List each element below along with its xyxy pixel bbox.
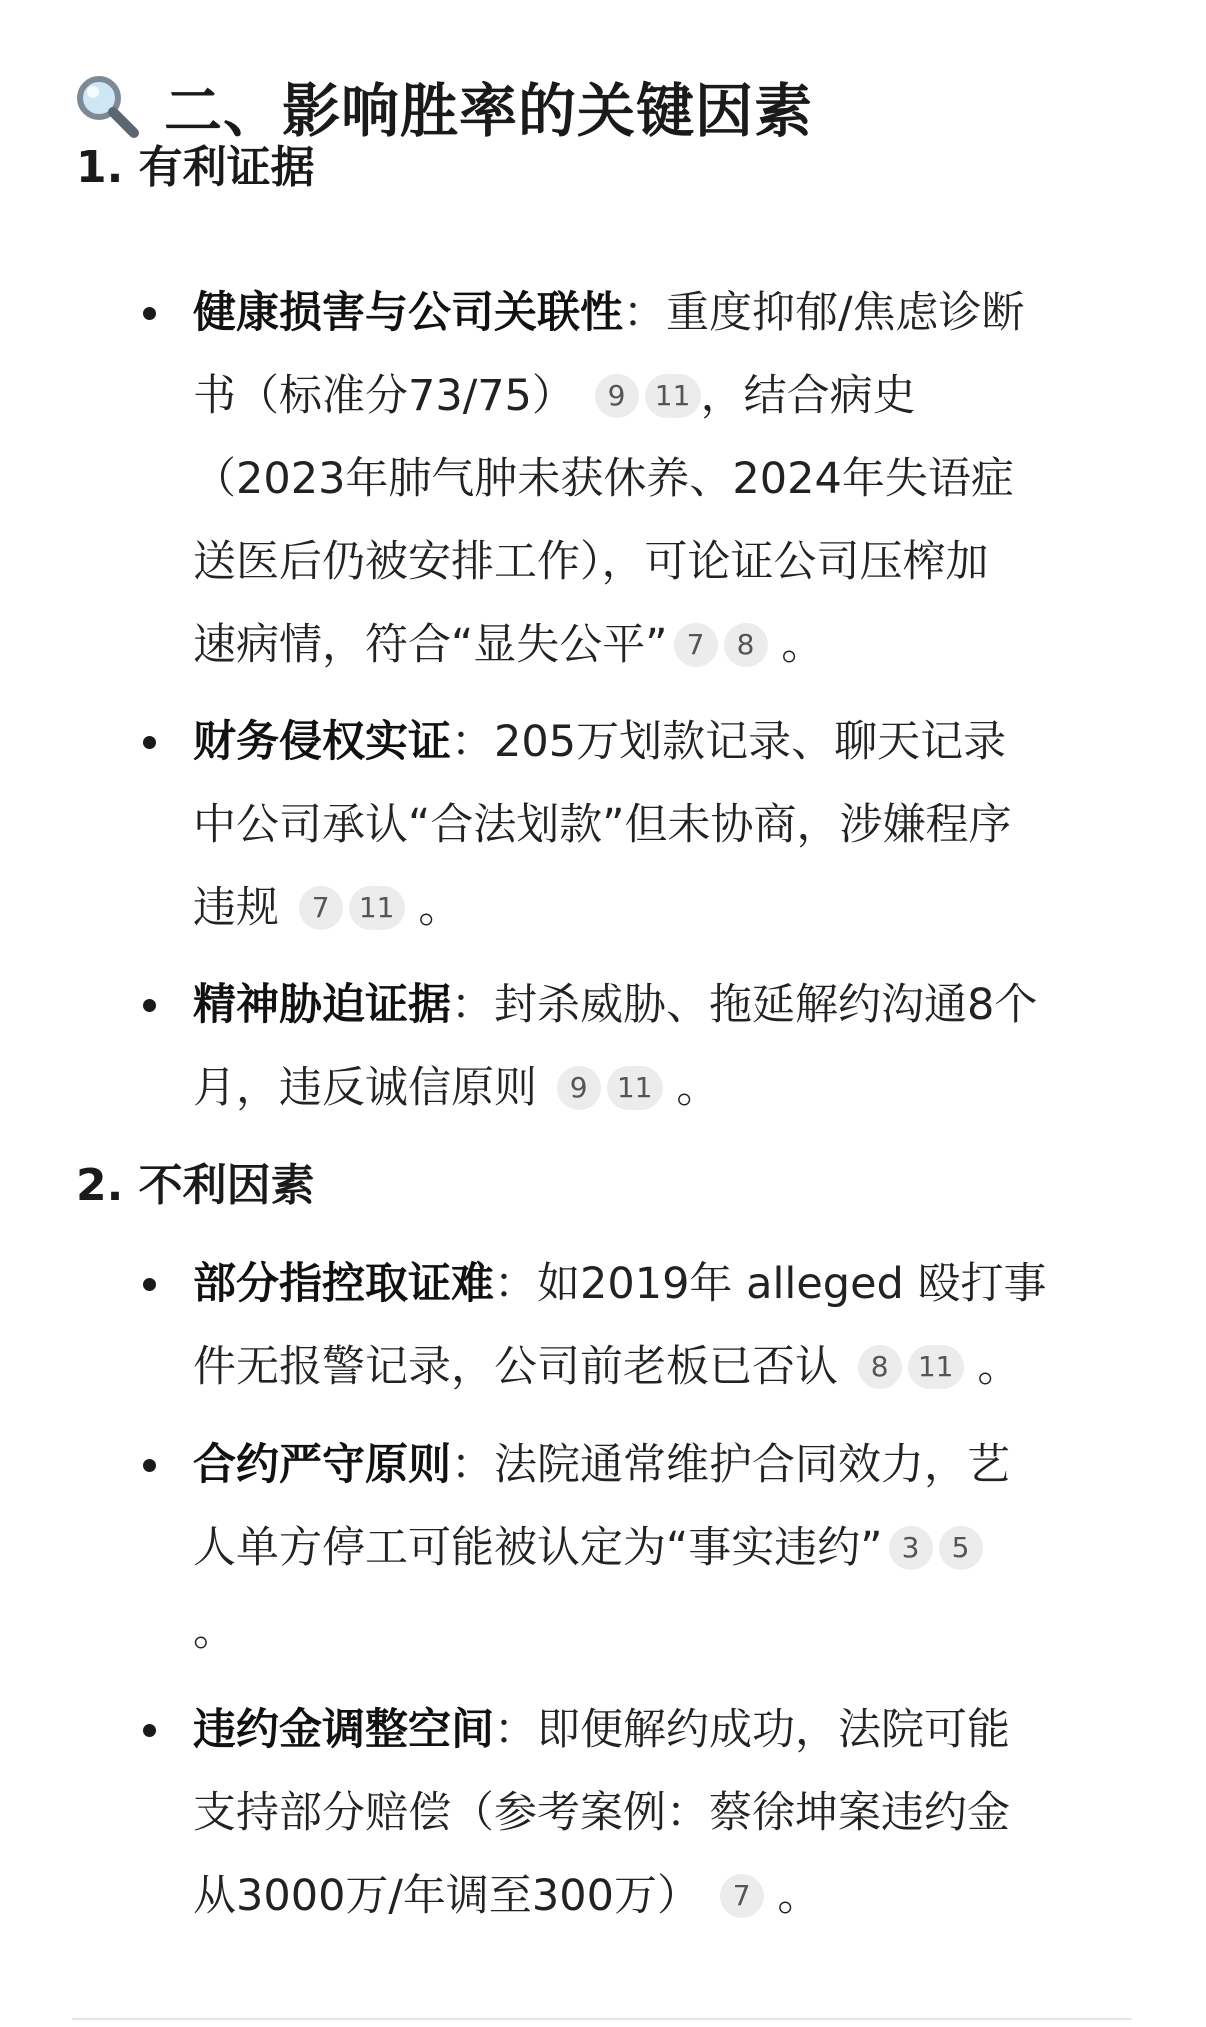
list-line bbox=[193, 975, 1037, 1035]
bullet-dot bbox=[143, 1278, 156, 1291]
list-line bbox=[193, 283, 1025, 343]
section-heading bbox=[72, 64, 813, 148]
item-title: 精神胁迫证据 bbox=[193, 980, 451, 1030]
item-text: ：即便解约成功，法院可能 bbox=[494, 1705, 1010, 1755]
list-line bbox=[193, 1058, 719, 1118]
list-line bbox=[193, 1254, 1047, 1314]
item-title: 违约金调整空间 bbox=[193, 1705, 494, 1755]
item-text: （2023年肺气肿未获休养、2024年失语症 bbox=[193, 454, 1014, 504]
item-title: 合约严守原则 bbox=[193, 1440, 451, 1490]
citation-badge[interactable]: 11 bbox=[908, 1345, 964, 1389]
bullet-dot bbox=[143, 999, 156, 1012]
citation-badge[interactable]: 11 bbox=[607, 1066, 663, 1110]
item-text: 支持部分赔偿（参考案例：蔡徐坤案违约金 bbox=[193, 1788, 1010, 1838]
citation-badge[interactable]: 5 bbox=[939, 1526, 983, 1570]
item-title: 健康损害与公司关联性 bbox=[193, 288, 623, 338]
item-text: 速病情，符合“显失公平” bbox=[193, 620, 668, 670]
list-line bbox=[193, 532, 989, 592]
item-text: 月，违反诚信原则 bbox=[193, 1063, 537, 1113]
item-text: 。 bbox=[977, 1342, 1021, 1392]
item-text: ：法院通常维护合同效力，艺 bbox=[451, 1440, 1010, 1490]
list-line bbox=[193, 1435, 1010, 1495]
bullet-dot bbox=[143, 1724, 156, 1737]
item-text: 书（标准分73/75） bbox=[193, 371, 575, 421]
item-text: 。 bbox=[676, 1063, 720, 1113]
citation-badge[interactable]: 8 bbox=[724, 623, 768, 667]
citation-badge[interactable]: 11 bbox=[645, 374, 701, 418]
list-line bbox=[193, 366, 916, 426]
item-text: ：封杀威胁、拖延解约沟通8个 bbox=[451, 980, 1038, 1030]
item-title: 财务侵权实证 bbox=[193, 717, 451, 767]
divider bbox=[72, 2018, 1132, 2020]
bullet-dot bbox=[143, 736, 156, 749]
subsection-title-unfavorable: 2. 不利因素 bbox=[76, 1160, 315, 1211]
item-text: ，结合病史 bbox=[700, 371, 916, 421]
item-text: 违规 bbox=[193, 883, 279, 933]
list-line bbox=[193, 795, 1012, 855]
list-line bbox=[193, 1337, 1020, 1397]
item-text: ：重度抑郁/焦虑诊断 bbox=[623, 288, 1025, 338]
citation-badge[interactable]: 11 bbox=[349, 886, 405, 930]
bullet-dot bbox=[143, 307, 156, 320]
item-text: 。 bbox=[418, 883, 462, 933]
magnifier-icon bbox=[72, 71, 142, 141]
citation-badge[interactable]: 9 bbox=[557, 1066, 601, 1110]
item-text: ：205万划款记录、聊天记录 bbox=[451, 717, 1007, 767]
item-text: 。 bbox=[193, 1606, 236, 1656]
item-text: 件无报警记录，公司前老板已否认 bbox=[193, 1342, 838, 1392]
list-line bbox=[193, 878, 461, 938]
list-line bbox=[193, 615, 824, 675]
citation-badge[interactable]: 7 bbox=[299, 886, 343, 930]
subsection-title-favorable: 1. 有利证据 bbox=[76, 142, 315, 193]
list-line bbox=[193, 1700, 1010, 1760]
list-line bbox=[193, 1866, 820, 1926]
citation-badge[interactable]: 7 bbox=[674, 623, 718, 667]
citation-badge[interactable]: 9 bbox=[595, 374, 639, 418]
item-text: 送医后仍被安排工作），可论证公司压榨加 bbox=[193, 537, 989, 587]
item-title: 部分指控取证难 bbox=[193, 1259, 494, 1309]
list-line bbox=[193, 712, 1006, 772]
item-text: ：如2019年 alleged 殴打事 bbox=[494, 1259, 1047, 1309]
list-line bbox=[193, 1601, 236, 1661]
citation-badge[interactable]: 7 bbox=[720, 1874, 764, 1918]
citation-badge[interactable]: 8 bbox=[858, 1345, 902, 1389]
item-text: 中公司承认“合法划款”但未协商，涉嫌程序 bbox=[193, 800, 1012, 850]
item-text: 。 bbox=[781, 620, 825, 670]
item-text: 从3000万/年调至300万） bbox=[193, 1871, 700, 1921]
item-text: 人单方停工可能被认定为“事实违约” bbox=[193, 1523, 883, 1573]
list-line bbox=[193, 449, 1014, 509]
section-title: 二、影响胜率的关键因素 bbox=[164, 77, 814, 145]
item-text: 。 bbox=[777, 1871, 821, 1921]
citation-badge[interactable]: 3 bbox=[889, 1526, 933, 1570]
list-line bbox=[193, 1518, 983, 1578]
list-line bbox=[193, 1783, 1010, 1843]
bullet-dot bbox=[143, 1459, 156, 1472]
